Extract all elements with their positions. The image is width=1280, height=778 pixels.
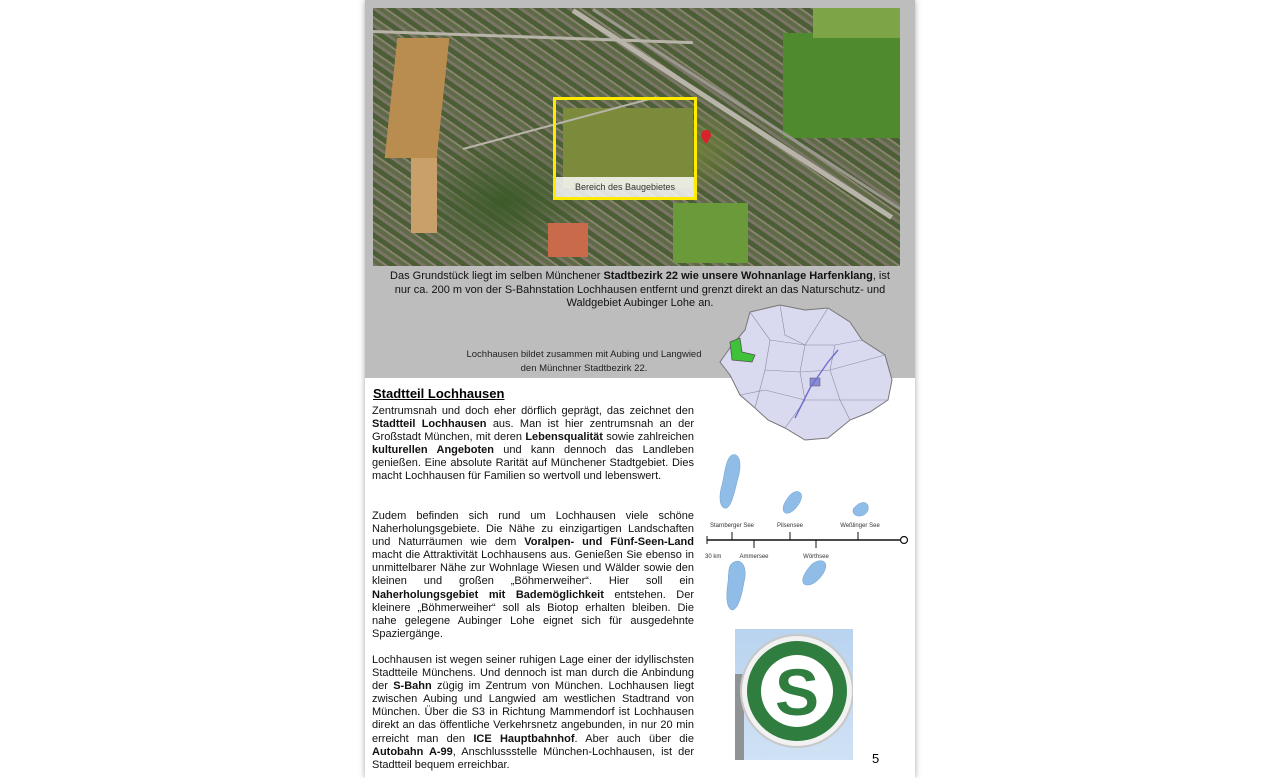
page-number: 5 (872, 751, 880, 766)
lakes-diagram (702, 450, 912, 615)
section-title: Stadtteil Lochhausen (373, 386, 505, 401)
sbahn-sign-photo (735, 629, 853, 760)
pilsensee-shape (783, 491, 801, 513)
ammersee-shape (727, 561, 745, 610)
aerial-photo (373, 8, 900, 266)
construction-area-label: Bereich des Baugebietes (556, 177, 694, 197)
map-pin-icon (701, 130, 711, 144)
paragraph-intro: Zentrumsnah und doch eher dörflich geprägt, das zeichnet den Stadtteil Lochhausen aus. Man ist hier zentrumsnah an der Großstadt München, mit deren Lebensqualität sowie zahlreichen kulturellen Angeboten und kann dennoch das Landleben genießen. Eine absolute Rarität auf Münchener Stadtgebiet. Dies macht Lochhausen für Familien so wertvoll und lebenswert. (372, 405, 694, 483)
intro-text: Das Grundstück liegt im selben Münchener Stadtbezirk 22 wie unsere Wohnanlage Harfenklang, ist nur ca. 200 m von der S-Bahnstation Lochhausen entfernt und grenzt direkt an das Naturschutz- und Waldgebiet Aubinger Lohe an. (390, 270, 890, 309)
construction-area-box (553, 97, 697, 200)
paragraph-recreation: Zudem befinden sich rund um Lochhausen viele schöne Naherholungsgebiete. Die Nähe zu einzigartigen Landschaften und Naturräumen wie dem Voralpen- und Fünf-Seen-Land macht die Attraktivität Lochhausens aus. Genießen Sie ebenso in unmittelbarer Nähe zur Wohnlage Wiesen und Wälder sowie den kleinen und großen „Böhmerweiher“. Hier soll ein Naherholungsgebiet mit Bademöglichkeit entstehen. Der kleinere „Böhmerweiher“ soll als Biotop erhalten bleiben. Die nahe gelegene Aubinger Lohe eignet sich für ausgedehnte Spaziergänge. (372, 510, 694, 640)
paragraph-transport: Lochhausen ist wegen seiner ruhigen Lage einer der idyllischsten Stadtteile Münchens. Und dennoch ist man durch die Anbindung der S-Bahn zügig im Zentrum von München. Lochhausen liegt zwischen Aubing und Langwied am westlichen Stadtrand von München. Über die S3 in Richtung Mammendorf ist Lochhausen direkt an das öffentliche Verkehrsnetz angebunden, in nur 20 min erreicht man den ICE Hauptbahnhof. Aber auch über die Autobahn A-99, Anschlussstelle München-Lochhausen, ist der Stadtteil bequem erreichbar. (372, 654, 694, 771)
wesslinger-see-shape (853, 503, 868, 517)
label-woerthsee: Wörthsee (803, 554, 829, 560)
munich-district-map (710, 300, 900, 445)
label-distance: 30 km (705, 554, 722, 560)
sbahn-logo-icon: S (774, 655, 820, 729)
label-ammersee: Ammersee (739, 554, 769, 560)
document-page (365, 0, 915, 778)
label-starnberger-see: Starnberger See (709, 523, 755, 529)
woerthsee-shape (803, 561, 826, 585)
label-wesslinger-see: Weßlinger See (840, 523, 880, 529)
map-caption: Lochhausen bildet zusammen mit Aubing und Langwied den Münchner Stadtbezirk 22. (466, 349, 702, 374)
label-pilsensee: Pilsensee (776, 523, 804, 529)
starnberger-see-shape (720, 455, 740, 509)
